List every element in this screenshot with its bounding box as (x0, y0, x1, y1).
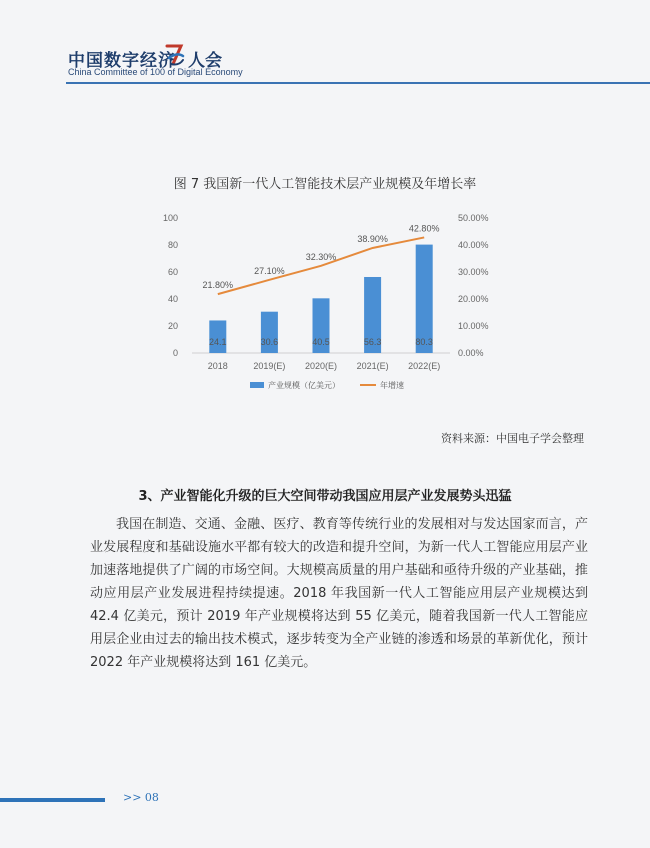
page-number: >> 08 (123, 791, 159, 804)
y-right-tick-label: 20.00% (458, 294, 489, 304)
section-heading: 3、产业智能化升级的巨大空间带动我国应用层产业发展势头迅猛 (138, 489, 512, 504)
brand-subtitle: China Committee of 100 of Digital Economy (68, 67, 243, 77)
bar-value-label: 40.5 (312, 337, 330, 347)
bar-value-label: 24.1 (209, 337, 227, 347)
y-left-tick-label: 80 (167, 240, 178, 250)
line-value-label: 38.90% (357, 233, 388, 244)
bar-value-label: 30.6 (260, 337, 279, 347)
y-right-tick-label: 0.00% (458, 348, 484, 358)
y-left-tick-label: 0 (172, 348, 178, 358)
legend-label-line: 年增速 (380, 381, 404, 390)
figure-source: 资料来源：中国电子学会整理 (441, 432, 584, 445)
growth-line (218, 237, 424, 294)
y-right-tick-label: 50.00% (458, 213, 489, 223)
legend-label-bar: 产业规模（亿美元） (268, 381, 340, 390)
y-left-tick-label: 40 (167, 294, 178, 304)
brand-logo-mark (163, 42, 187, 68)
y-right-tick-label: 30.00% (458, 267, 489, 277)
combo-chart (150, 200, 510, 410)
x-tick-label: 2020(E) (304, 361, 338, 371)
line-value-label: 32.30% (305, 251, 337, 262)
footer-bar (0, 798, 105, 802)
y-right-tick-label: 40.00% (458, 240, 489, 250)
line-value-label: 27.10% (254, 265, 285, 276)
bar-value-label: 56.3 (363, 337, 382, 347)
body-paragraph: 我国在制造、交通、金融、医疗、教育等传统行业的发展相对与发达国家而言，产业发展程度和基础设施水平都有较大的改造和提升空间，为新一代人工智能应用层产业加速落地提供了广阔的市场空间。大规模高质量的用户基础和亟待升级的产业基础，推动应用层产业发展进程持续提速。2018 年我国新一代人工智能应用层产业规模达到 42.4 亿美元，预计 2019 年产业规模将达到 55 亿美元，随着我国新一代人工智能应用层企业由过去的输出技术模式，逐步转变为全产业链的渗透和场景的革新优化，预计 2022 年产业规模将达到 161 亿美元。 (90, 517, 588, 670)
y-left-tick-label: 60 (167, 267, 178, 277)
figure-title: 图 7 我国新一代人工智能技术层产业规模及年增长率 (173, 177, 477, 192)
line-value-label: 21.80% (202, 280, 234, 291)
x-tick-label: 2019(E) (253, 361, 286, 371)
page-header (0, 0, 650, 100)
brand-suffix: 人会 (188, 51, 222, 71)
y-right-tick-label: 10.00% (458, 321, 489, 331)
x-tick-label: 2022(E) (408, 361, 441, 371)
bar-value-label: 80.3 (415, 337, 433, 347)
y-left-tick-label: 20 (167, 321, 178, 331)
brand-title: 中国数字经济 (68, 51, 176, 71)
line-value-label: 42.80% (408, 223, 440, 234)
header-rule (66, 82, 650, 84)
legend-swatch-bar (250, 382, 264, 388)
x-tick-label: 2018 (207, 361, 228, 371)
y-left-tick-label: 100 (162, 213, 178, 223)
x-tick-label: 2021(E) (356, 361, 389, 371)
